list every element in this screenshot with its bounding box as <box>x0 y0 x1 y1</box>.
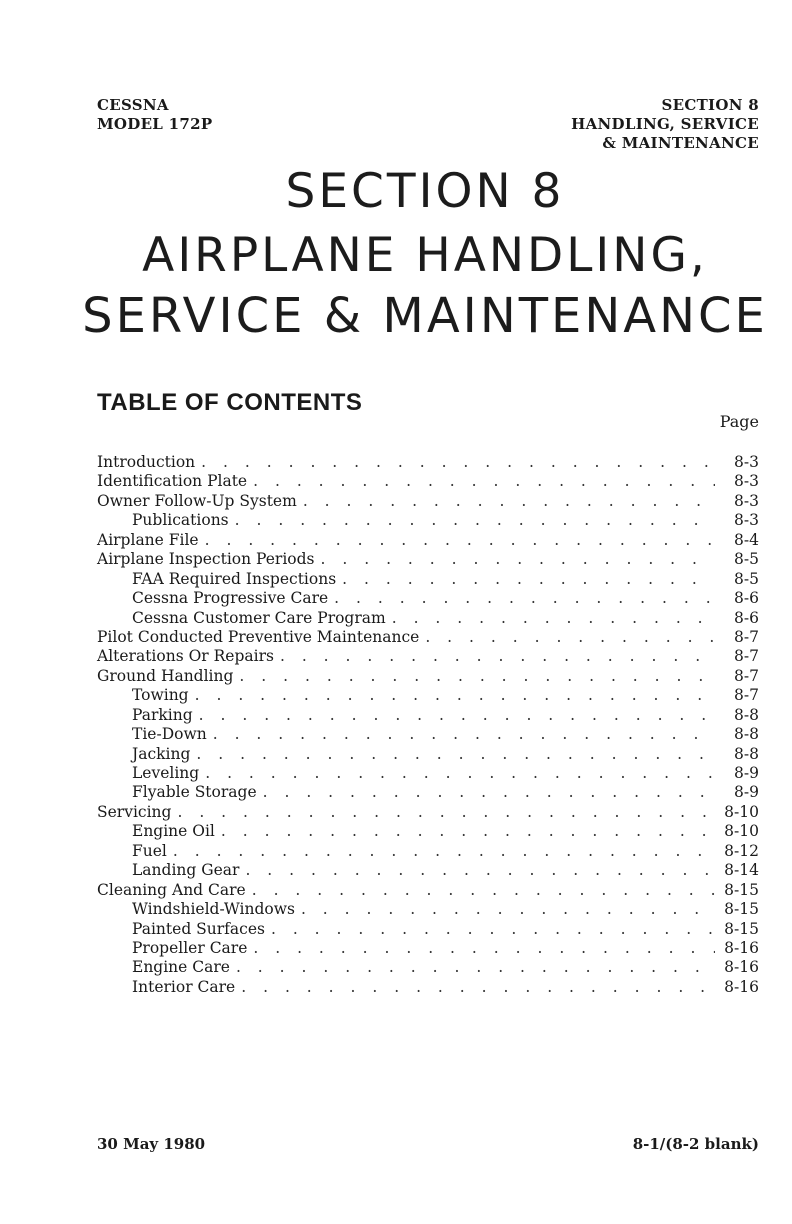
toc-subentry[interactable]: Publications . . . 8-3 <box>97 511 759 530</box>
section-title-line2: SERVICE & MAINTENANCE <box>82 288 768 344</box>
toc-entry[interactable]: Alterations Or Repairs . . . 8-7 <box>97 647 759 666</box>
header-section-number: SECTION 8 <box>661 96 759 114</box>
toc-subentry[interactable]: Cessna Customer Care Program . . . 8-6 <box>97 609 759 628</box>
toc-entry[interactable]: Pilot Conducted Preventive Maintenance . . . 8-7 <box>97 628 759 647</box>
section-title-line1: AIRPLANE HANDLING, <box>142 228 708 283</box>
header-section-title-line1: HANDLING, SERVICE <box>571 115 759 133</box>
running-header-left <box>97 96 212 134</box>
toc-entry[interactable]: Owner Follow-Up System . . . 8-3 <box>97 492 759 511</box>
model-name: MODEL 172P <box>97 115 213 133</box>
toc-subentry[interactable]: Propeller Care . . . 8-16 <box>97 939 759 958</box>
footer-date: 30 May 1980 <box>97 1135 206 1153</box>
toc-subentry[interactable]: Painted Surfaces . . . 8-15 <box>97 920 759 939</box>
toc-subentry[interactable]: Cessna Progressive Care . . . 8-6 <box>97 589 759 608</box>
toc-entry[interactable]: Cleaning And Care . . . 8-15 <box>97 881 759 900</box>
toc-subentry[interactable]: Jacking . . . 8-8 <box>97 745 759 764</box>
toc-subentry[interactable]: Landing Gear . . . 8-14 <box>97 861 759 880</box>
toc-entry[interactable]: Identification Plate . . . 8-3 <box>97 472 759 491</box>
header-section-title-line2: & MAINTENANCE <box>602 134 759 152</box>
toc-subentry[interactable]: Fuel . . . 8-12 <box>97 842 759 861</box>
toc-entry[interactable]: Airplane File . . . 8-4 <box>97 531 759 550</box>
toc-subentry[interactable]: FAA Required Inspections . . . 8-5 <box>97 570 759 589</box>
toc-subentry[interactable]: Tie-Down . . . 8-8 <box>97 725 759 744</box>
toc-subentry[interactable]: Leveling . . . 8-9 <box>97 764 759 783</box>
toc-subentry[interactable]: Interior Care . . . 8-16 <box>97 978 759 997</box>
toc-entry[interactable]: Airplane Inspection Periods . . . 8-5 <box>97 550 759 569</box>
toc-subentry[interactable]: Windshield-Windows . . . 8-15 <box>97 900 759 919</box>
toc-subentry[interactable]: Parking . . . 8-8 <box>97 706 759 725</box>
toc-page-column-label: Page <box>719 412 759 431</box>
toc-entry[interactable]: Ground Handling . . . 8-7 <box>97 667 759 686</box>
toc-entry[interactable]: Servicing . . . 8-10 <box>97 803 759 822</box>
toc-entry[interactable]: Introduction . . . 8-3 <box>97 453 759 472</box>
toc-subentry[interactable]: Towing . . . 8-7 <box>97 686 759 705</box>
toc-subentry[interactable]: Engine Oil . . . 8-10 <box>97 822 759 841</box>
footer-page-number: 8-1/(8-2 blank) <box>632 1135 759 1153</box>
toc-subentry[interactable]: Flyable Storage . . . 8-9 <box>97 783 759 802</box>
toc-heading: TABLE OF CONTENTS <box>97 389 363 416</box>
manufacturer-name: CESSNA <box>97 96 169 114</box>
running-header-right <box>571 96 759 153</box>
section-title-number: SECTION 8 <box>285 164 565 219</box>
toc-subentry[interactable]: Engine Care . . . 8-16 <box>97 958 759 977</box>
table-of-contents <box>97 453 759 997</box>
